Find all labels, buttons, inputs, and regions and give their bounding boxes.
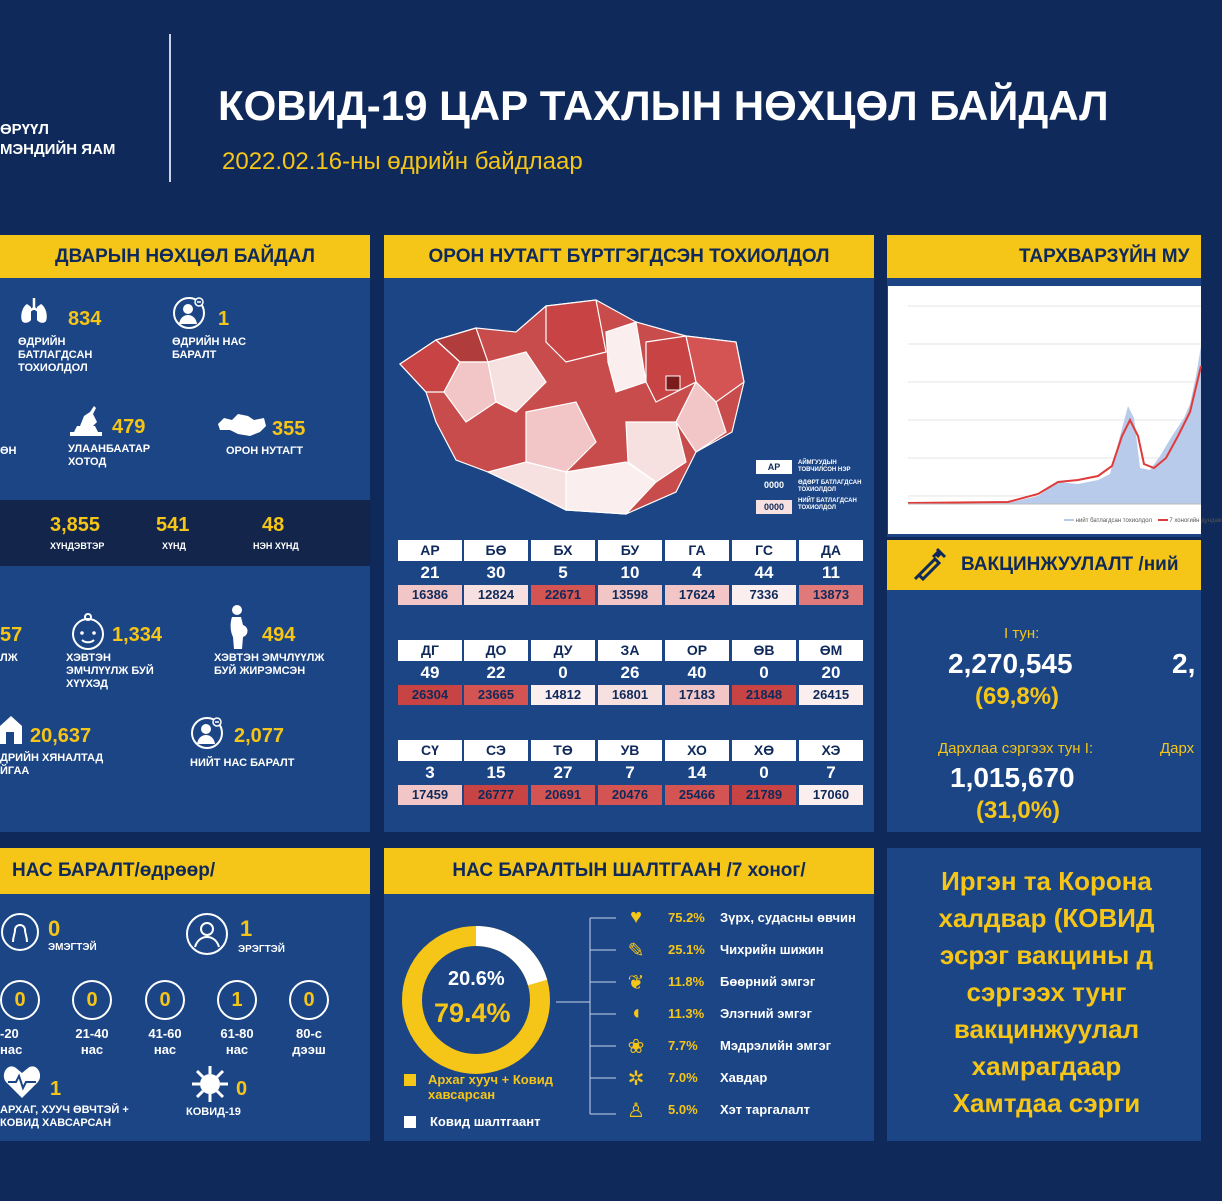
region-code: ХЭ bbox=[799, 740, 863, 761]
male-icon bbox=[185, 912, 229, 956]
region-cell bbox=[464, 640, 528, 705]
partial-value: 57 bbox=[0, 624, 23, 646]
epi-curve-chart bbox=[888, 286, 1201, 534]
home-monitoring-value: 20,637 bbox=[30, 725, 92, 747]
legend-covid-swatch bbox=[404, 1116, 416, 1128]
cause-label: Хавдар bbox=[720, 1070, 768, 1085]
epi-chart-area bbox=[888, 286, 1222, 534]
region-daily-cases: 7 bbox=[826, 763, 836, 782]
region-cell bbox=[665, 740, 729, 805]
message-line: Хамтдаа сэрги bbox=[952, 1088, 1141, 1118]
covid-pct-label: 20.6% bbox=[448, 968, 505, 990]
region-total-cases: 26304 bbox=[398, 685, 462, 705]
legend-daily: 0000 bbox=[763, 480, 785, 490]
region-code: УВ bbox=[598, 740, 662, 761]
region-total-cases: 23665 bbox=[464, 685, 528, 705]
legend-chronic-label: Архаг хууч + Ковид хавсарсан bbox=[428, 1072, 553, 1102]
region-daily-cases: 3 bbox=[425, 763, 435, 782]
vaccination-title: ВАКЦИНЖУУЛАЛТ /ний bbox=[887, 540, 1201, 590]
daily-confirmed-value: 834 bbox=[68, 308, 102, 330]
region-daily-cases: 49 bbox=[420, 663, 440, 682]
house-icon bbox=[0, 712, 22, 746]
region-daily-cases: 40 bbox=[687, 663, 707, 682]
daily-deaths-title: НАС БАРАЛТ/өдрөөр/ bbox=[0, 848, 370, 894]
brain-icon: ❀ bbox=[627, 1036, 645, 1058]
message-line: Иргэн та Корона bbox=[941, 866, 1152, 896]
region-total-cases: 16386 bbox=[398, 585, 462, 605]
region-total-cases: 22671 bbox=[531, 585, 595, 605]
report-date: 2022.02.16-ны өдрийн байдлаар bbox=[222, 148, 583, 175]
cause-pct: 25.1% bbox=[668, 942, 705, 957]
cause-item bbox=[668, 1102, 810, 1117]
region-code: ӨМ bbox=[799, 640, 863, 661]
region-daily-cases: 15 bbox=[486, 763, 506, 782]
epi-daily-cases-area bbox=[908, 346, 1201, 504]
region-daily-cases: 10 bbox=[620, 563, 640, 582]
region-cell bbox=[464, 740, 528, 805]
region-cell bbox=[398, 640, 462, 705]
region-cell bbox=[598, 640, 662, 705]
region-code: ДГ bbox=[398, 640, 462, 661]
age-group-label: -20 нас bbox=[0, 1026, 23, 1057]
cause-item bbox=[668, 974, 815, 989]
region-total-cases: 17060 bbox=[799, 785, 863, 805]
legend-code: АР bbox=[756, 460, 792, 474]
syringe-icon: ✎ bbox=[627, 940, 645, 962]
home-monitoring-label: ДРИЙН ХЯНАЛТАД ЙГАА bbox=[0, 752, 104, 777]
partial-label: ӨН bbox=[0, 445, 17, 457]
epi-legend: нийт батлагдсан тохиолдол 7 хоногийн дундаж bbox=[1064, 518, 1222, 524]
region-code: ГС bbox=[732, 540, 796, 561]
region-daily-cases: 26 bbox=[620, 663, 640, 682]
cause-pct: 11.8% bbox=[668, 974, 705, 989]
partial-label-2: ЛЖ bbox=[0, 652, 18, 664]
severity-moderate-label: ХҮНДЭВТЭР bbox=[50, 541, 105, 551]
region-total-cases: 20476 bbox=[598, 785, 662, 805]
age-group-value: 1 bbox=[217, 980, 257, 1020]
child-face-icon bbox=[68, 612, 108, 652]
age-group-value: 0 bbox=[0, 980, 40, 1020]
total-deaths-label: НИЙТ НАС БАРАЛТ bbox=[190, 757, 295, 769]
region-code: ХО bbox=[665, 740, 729, 761]
cause-label: Хэт таргалалт bbox=[720, 1102, 810, 1117]
region-code: ТӨ bbox=[531, 740, 595, 761]
region-total-cases: 16801 bbox=[598, 685, 662, 705]
region-cell bbox=[732, 540, 796, 605]
header-divider bbox=[169, 34, 171, 182]
booster1-label: Дархлаа сэргээх тун I: bbox=[938, 740, 1094, 757]
region-cell bbox=[799, 740, 863, 805]
cell-icon: ✲ bbox=[627, 1068, 645, 1090]
situation-title: ДВАРЫН НӨХЦӨЛ БАЙДАЛ bbox=[0, 235, 370, 278]
region-daily-cases: 22 bbox=[486, 663, 506, 682]
region-total-cases: 17624 bbox=[665, 585, 729, 605]
region-cell bbox=[598, 740, 662, 805]
booster1-pct: (31,0%) bbox=[976, 797, 1061, 824]
region-daily-cases: 0 bbox=[558, 663, 568, 682]
age-group-value: 0 bbox=[289, 980, 329, 1020]
cause-label: Мэдрэлийн эмгэг bbox=[720, 1038, 832, 1053]
legend-code-desc: АЙМГУУДЫН ТОВЧИЛСОН НЭР bbox=[798, 460, 851, 473]
region-total-cases: 7336 bbox=[732, 585, 796, 605]
daily-deaths-value: 1 bbox=[218, 308, 230, 330]
region-cell bbox=[531, 740, 595, 805]
region-code: ХӨ bbox=[732, 740, 796, 761]
cause-pct: 75.2% bbox=[668, 910, 705, 925]
local-value: 355 bbox=[272, 418, 306, 440]
female-deaths-value: 0 bbox=[48, 916, 61, 941]
severity-critical-label: НЭН ХҮНД bbox=[253, 541, 299, 551]
heart-pulse-icon bbox=[2, 1064, 42, 1100]
daily-confirmed-label: ӨДРИЙН БАТЛАГДСАН ТОХИОЛДОЛ bbox=[18, 336, 93, 374]
body-icon: ♙ bbox=[627, 1100, 645, 1122]
dose2-value: 2, bbox=[1172, 648, 1196, 679]
region-daily-cases: 4 bbox=[692, 563, 702, 582]
region-cell bbox=[665, 640, 729, 705]
syringe-icon bbox=[909, 545, 949, 585]
region-code: АР bbox=[398, 540, 462, 561]
age-group-label: 61-80 нас bbox=[220, 1026, 254, 1057]
dose1-pct: (69,8%) bbox=[975, 683, 1060, 710]
female-deaths-label: ЭМЭГТЭЙ bbox=[48, 942, 97, 953]
region-code: ОР bbox=[665, 640, 729, 661]
cause-label: Зүрх, судасны өвчин bbox=[720, 910, 856, 925]
statue-icon bbox=[66, 400, 106, 438]
message-line: сэргээх тунг bbox=[966, 977, 1127, 1007]
chronic-deaths-value: 1 bbox=[50, 1078, 62, 1100]
region-code: ЗА bbox=[598, 640, 662, 661]
region-daily-cases: 20 bbox=[821, 663, 841, 682]
region-code: БУ bbox=[598, 540, 662, 561]
cause-pct: 7.0% bbox=[668, 1070, 698, 1085]
liver-icon: ◖ bbox=[629, 1002, 643, 1024]
person-minus-icon bbox=[190, 716, 224, 750]
region-cell bbox=[398, 540, 462, 605]
age-group-label: 41-60 нас bbox=[148, 1026, 182, 1057]
covid-deaths-label: КОВИД-19 bbox=[186, 1106, 241, 1118]
region-total-cases: 12824 bbox=[464, 585, 528, 605]
region-total-cases: 20691 bbox=[531, 785, 595, 805]
severity-severe-value: 541 bbox=[156, 514, 190, 536]
chronic-deaths-label: АРХАГ, ХУУЧ ӨВЧТЭЙ + КОВИД ХАВСАРСАН bbox=[0, 1104, 129, 1129]
region-code: ДУ bbox=[531, 640, 595, 661]
region-total-cases: 13598 bbox=[598, 585, 662, 605]
booster2-label: Дарх bbox=[1160, 740, 1195, 757]
region-daily-cases: 44 bbox=[754, 563, 774, 582]
legend-daily-desc: ӨДӨРТ БАТЛАГДСАН ТОХИОЛДОЛ bbox=[798, 480, 862, 493]
region-total-cases: 25466 bbox=[665, 785, 729, 805]
region-total-cases: 13873 bbox=[799, 585, 863, 605]
message-line: вакцинжуулал bbox=[953, 1014, 1140, 1044]
message-line: халдвар (КОВИД bbox=[938, 903, 1155, 933]
ministry-name: ӨРҮҮЛ МЭНДИЙН ЯАМ bbox=[0, 121, 116, 158]
region-total-cases: 17183 bbox=[665, 685, 729, 705]
dose1-label: I тун: bbox=[1004, 625, 1040, 642]
female-icon bbox=[0, 912, 40, 952]
region-code: СҮ bbox=[398, 740, 462, 761]
message-line: эсрэг вакцины д bbox=[939, 940, 1154, 970]
severity-critical-value: 48 bbox=[262, 514, 285, 536]
pregnant-value: 494 bbox=[262, 624, 296, 646]
cause-item bbox=[668, 942, 824, 957]
region-daily-cases: 11 bbox=[822, 563, 840, 582]
region-daily-cases: 14 bbox=[687, 763, 707, 782]
region-total-cases: 26777 bbox=[464, 785, 528, 805]
total-deaths-value: 2,077 bbox=[234, 725, 285, 747]
region-code: ГА bbox=[665, 540, 729, 561]
region-cell bbox=[732, 740, 796, 805]
region-cell bbox=[598, 540, 662, 605]
death-causes-title: НАС БАРАЛТЫН ШАЛТГААН /7 хоног/ bbox=[384, 848, 874, 894]
pregnant-label: ХЭВТЭН ЭМЧЛҮҮЛЖ БУЙ ЖИРЭМСЭН bbox=[214, 652, 325, 677]
region-cell bbox=[732, 640, 796, 705]
region-daily-cases: 7 bbox=[625, 763, 635, 782]
chronic-pct-label: 79.4% bbox=[434, 998, 511, 1028]
virus-icon bbox=[190, 1064, 230, 1104]
region-total-cases: 14812 bbox=[531, 685, 595, 705]
region-total-cases: 17459 bbox=[398, 785, 462, 805]
local-cases-title: ОРОН НУТАГТ БҮРТГЭГДСЭН ТОХИОЛДОЛ bbox=[384, 235, 874, 278]
region-code: БӨ bbox=[464, 540, 528, 561]
region-daily-cases: 27 bbox=[553, 763, 573, 782]
cause-label: Бөөрний эмгэг bbox=[720, 974, 816, 989]
heart-icon: ♥ bbox=[630, 906, 642, 928]
legend-chronic-swatch bbox=[404, 1074, 416, 1086]
cause-item bbox=[668, 1038, 831, 1053]
region-cell bbox=[531, 640, 595, 705]
region-cell bbox=[398, 740, 462, 805]
region-cell bbox=[531, 540, 595, 605]
message-line: хамрагдаар bbox=[971, 1051, 1122, 1081]
cause-item bbox=[668, 1070, 767, 1085]
severity-moderate-value: 3,855 bbox=[50, 514, 101, 536]
region-code: ДО bbox=[464, 640, 528, 661]
legend-covid-label: Ковид шалтгаант bbox=[430, 1114, 541, 1129]
ulaanbaatar-label: УЛААНБААТАР ХОТОД bbox=[68, 443, 151, 468]
region-code: ӨВ bbox=[732, 640, 796, 661]
cause-label: Чихрийн шижин bbox=[720, 942, 824, 957]
mongolia-choropleth-map bbox=[396, 292, 746, 524]
epi-title: ТАРХВАРЗҮЙН МУ bbox=[887, 235, 1201, 278]
region-daily-cases: 30 bbox=[486, 563, 506, 582]
cause-label: Элэгний эмгэг bbox=[720, 1006, 812, 1021]
severity-severe-label: ХҮНД bbox=[162, 541, 186, 551]
region-code: ДА bbox=[799, 540, 863, 561]
region-total-cases: 21789 bbox=[732, 785, 796, 805]
region-daily-cases: 21 bbox=[420, 563, 440, 582]
cause-item bbox=[668, 910, 856, 925]
region-code: БХ bbox=[531, 540, 595, 561]
male-deaths-label: ЭРЭГТЭЙ bbox=[238, 944, 285, 955]
region-total-cases: 21848 bbox=[732, 685, 796, 705]
children-label: ХЭВТЭН ЭМЧЛҮҮЛЖ БУЙ ХҮҮХЭД bbox=[66, 652, 154, 690]
booster1-value: 1,015,670 bbox=[950, 762, 1075, 793]
age-group-label: 80-с дээш bbox=[292, 1026, 326, 1057]
mongolia-map-icon bbox=[216, 410, 268, 440]
cause-pct: 5.0% bbox=[668, 1102, 698, 1117]
dose1-value: 2,270,545 bbox=[948, 648, 1073, 679]
region-daily-cases: 0 bbox=[759, 663, 769, 682]
region-cell bbox=[799, 540, 863, 605]
covid-deaths-value: 0 bbox=[236, 1078, 248, 1100]
cause-pct: 11.3% bbox=[668, 1006, 705, 1021]
local-label: ОРОН НУТАГТ bbox=[226, 445, 304, 457]
region-cell bbox=[799, 640, 863, 705]
lungs-virus-icon bbox=[18, 294, 52, 328]
region-cell bbox=[665, 540, 729, 605]
page-title: КОВИД-19 ЦАР ТАХЛЫН НӨХЦӨЛ БАЙДАЛ bbox=[218, 82, 1109, 129]
pregnant-woman-icon bbox=[222, 604, 252, 650]
person-minus-icon bbox=[172, 296, 206, 330]
region-code: СЭ bbox=[464, 740, 528, 761]
region-daily-cases: 5 bbox=[558, 563, 568, 582]
age-group-label: 21-40 нас bbox=[75, 1026, 109, 1057]
causes-connector-lines bbox=[556, 906, 626, 1128]
age-group-value: 0 bbox=[145, 980, 185, 1020]
region-total-cases: 26415 bbox=[799, 685, 863, 705]
age-group-value: 0 bbox=[72, 980, 112, 1020]
children-value: 1,334 bbox=[112, 624, 163, 646]
legend-total: 0000 bbox=[756, 500, 792, 514]
cause-item bbox=[668, 1006, 812, 1021]
daily-deaths-label: ӨДРИЙН НАС БАРАЛТ bbox=[172, 336, 247, 361]
kidney-icon: ❦ bbox=[627, 972, 645, 994]
region-daily-cases: 0 bbox=[759, 763, 769, 782]
legend-total-desc: НИЙТ БАТЛАГДСАН ТОХИОЛДОЛ bbox=[798, 498, 857, 511]
region-cell bbox=[464, 540, 528, 605]
ulaanbaatar-value: 479 bbox=[112, 416, 146, 438]
cause-pct: 7.7% bbox=[668, 1038, 698, 1053]
male-deaths-value: 1 bbox=[240, 916, 253, 941]
